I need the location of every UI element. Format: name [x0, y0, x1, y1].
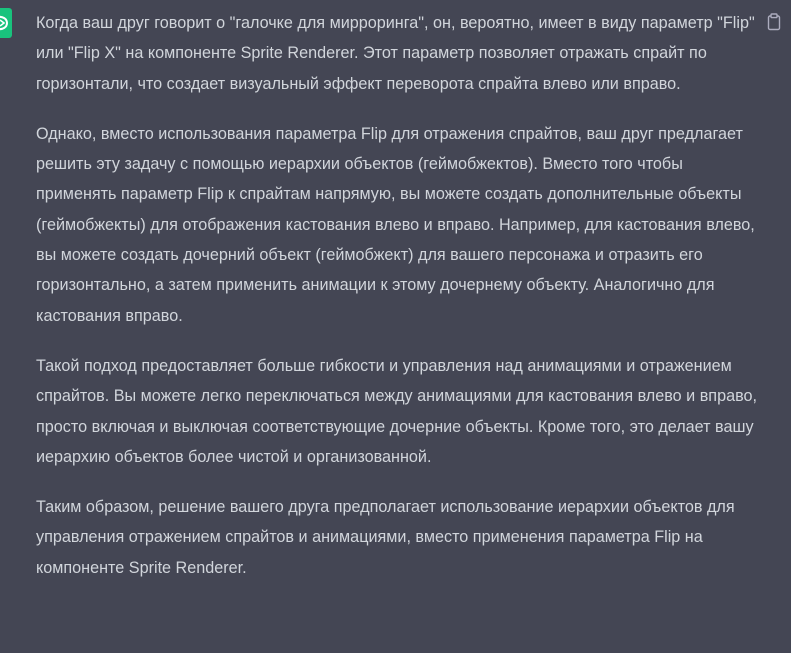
message-paragraph-1: Когда ваш друг говорит о "галочке для мирроринга", он, вероятно, имеет в виду параметр "Flip" или "Flip X" на компоненте Sprite Renderer. Этот параметр позволяет отражать спрайт по горизонтали, что создает визуальный эффект переворота спрайта влево или вправо. [36, 14, 755, 93]
message-content [36, 8, 766, 603]
assistant-avatar [0, 8, 12, 38]
message-paragraph-4: Таким образом, решение вашего друга предполагает использование иерархии объектов для управления отражением спрайтов и анимациями, вместо применения параметра Flip на компоненте Sprite Renderer. [36, 498, 735, 577]
openai-logo-icon [0, 15, 9, 31]
message-paragraph-3: Такой подход предоставляет больше гибкости и управления над анимациями и отражением спрайтов. Вы можете легко переключаться между анимациями для кастования влево и вправо, просто включая и выключая соответствующие дочерние объекты. Кроме того, это делает вашу иерархию объектов более чистой и организованной. [36, 356, 757, 466]
copy-button[interactable] [766, 13, 784, 33]
clipboard-icon [766, 18, 782, 35]
message-paragraph-2: Однако, вместо использования параметра Flip для отражения спрайтов, ваш друг предлагает решить эту задачу с помощью иерархии объектов (геймобжектов). Вместо того чтобы применять параметр Flip к спрайтам напрямую, вы можете создать дополнительные объекты (геймобжекты) для отображения кастования влево и вправо. Например, для кастования влево, вы можете создать дочерний объект (геймобжект) для вашего персонажа и отразить его горизонтально, а затем применить анимации к этому дочернему объекту. Аналогично для кастования вправо. [36, 124, 755, 325]
